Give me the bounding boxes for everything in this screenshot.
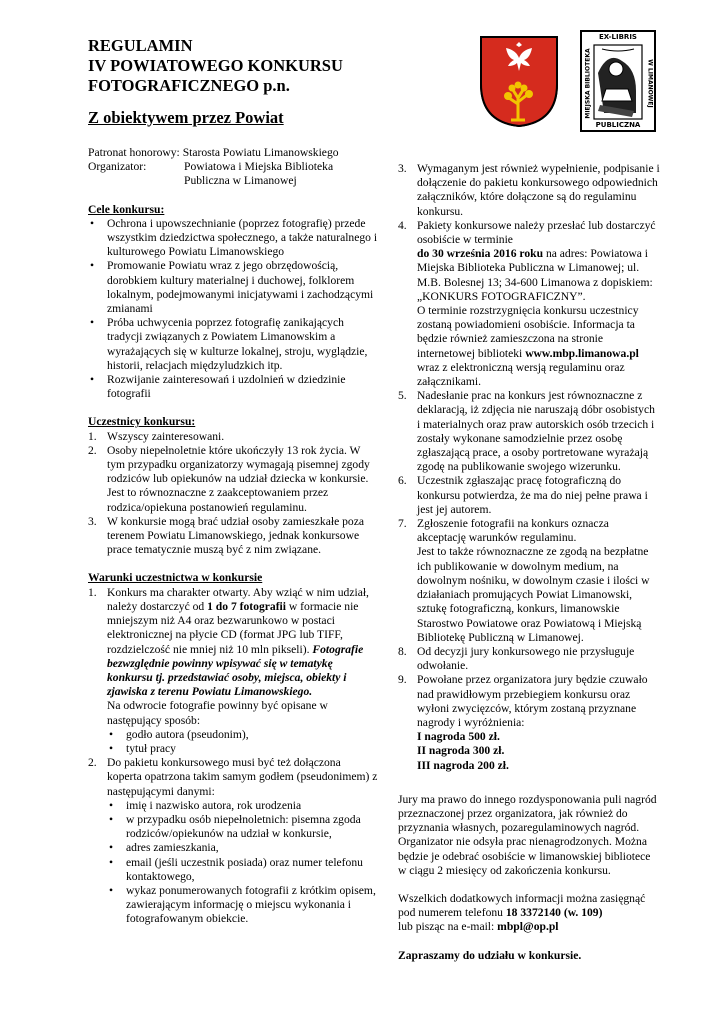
exlibris-top-text: EX-LIBRIS <box>599 33 637 41</box>
participant-item: 2. Osoby niepełnoletnie które ukończyły 13 rok życia. W tym przypadku organizatorzy wymagają pisemnej zgody rodziców lub opiekunów na udział dziecka w konkursie. Jest to równoznaczne z zaakceptowaniem przez rodzica/opiekuna postanowień regulaminu. <box>88 443 370 514</box>
envelope-data-item: • imię i nazwisko autora, rok urodzenia <box>107 799 378 813</box>
exlibris-right-text: W LIMANOWEJ <box>646 59 654 108</box>
coat-of-arms-icon <box>478 34 560 128</box>
rule-item: 3. Wymaganym jest również wypełnienie, podpisanie i dołączenie do pakietu konkursowego odpowiednich załączników, które dołączone są do regulaminu konkursu. <box>398 162 660 218</box>
invitation: Zapraszamy do udziału w konkursie. <box>398 948 582 962</box>
photo-description-list <box>107 728 378 756</box>
organizer-value-2: Publiczna w Limanowej <box>184 174 297 188</box>
goal-item: • Ochrona i upowszechnianie (poprzez fotografię) przede wszystkim dziedzictwa społecznego, a także naturalnego i kulturowego Powiatu Limanowskiego <box>88 217 378 260</box>
patron-label: Patronat honorowy: <box>88 146 180 159</box>
website-link[interactable]: www.mbp.limanowa.pl <box>525 346 639 360</box>
prize-item: II nagroda 300 zł. <box>417 744 505 758</box>
prize-item: III nagroda 200 zł. <box>417 758 509 772</box>
envelope-data-item: • email (jeśli uczestnik posiada) oraz numer telefonu kontaktowego, <box>107 856 378 884</box>
patron-value: Starosta Powiatu Limanowskiego <box>182 146 339 159</box>
photo-description-item: • godło autora (pseudonim), <box>107 728 378 742</box>
conditions-list <box>88 586 378 927</box>
rules-list <box>398 162 660 773</box>
document-subtitle: Z obiektywem przez Powiat <box>88 108 284 127</box>
ex-libris-stamp <box>580 30 656 132</box>
goal-item: • Rozwijanie zainteresowań i uzdolnień w dziedzinie fotografii <box>88 373 378 401</box>
photo-count: 1 do 7 fotografii <box>207 599 287 613</box>
participants-list <box>88 430 378 558</box>
email-link[interactable]: mbpl@op.pl <box>497 920 559 934</box>
organizer-value-1: Powiatowa i Miejska Biblioteka <box>184 160 334 174</box>
envelope-data-item: • wykaz ponumerowanych fotografii z krótkim opisem, zawierającym informację o miejscu wykonania i fotografowanym obiekcie. <box>107 884 378 927</box>
phone-number[interactable]: 18 3372140 (w. 109) <box>505 906 603 920</box>
rule-item: 8. Od decyzji jury konkursowego nie przysługuje odwołanie. <box>398 644 635 673</box>
organizer-label: Organizator: <box>88 160 147 174</box>
deadline: do 30 września 2016 roku <box>417 247 544 261</box>
left-column <box>88 146 378 927</box>
rule-item: 9. Powołane przez organizatora jury będzie czuwało nad prawidłowym przebiegiem konkursu oraz wyłoni zwycięzców, którym zostaną przyznane nagrody i wyróżnienia: I nagroda 500 zł. II nagroda 300 zł. III nagroda 200 zł. <box>398 673 660 772</box>
rule-item: 6. Uczestnik zgłaszając pracę fotograficzną do konkursu potwierdza, że ma do niej pełne prawa i jest jej autorem. <box>398 474 648 516</box>
title-line-1: REGULAMIN <box>88 36 193 55</box>
exlibris-left-text: MIEJSKA BIBLIOTEKA <box>584 48 592 119</box>
goals-heading: Cele konkursu: <box>88 202 165 216</box>
participants-heading: Uczestnicy konkursu: <box>88 415 196 429</box>
book-reader-icon <box>592 43 644 121</box>
envelope-data-item: • adres zamieszkania, <box>107 841 378 855</box>
participant-item: 1. Wszyscy zainteresowani. <box>88 429 225 443</box>
title-line-2: IV POWIATOWEGO KONKURSU <box>88 56 343 75</box>
jury-paragraph: Jury ma prawo do innego rozdysponowania puli nagród przeznaczonej przez organizatora, jak również do przyznania własnych, pozaregulaminowych nagród. Organizator nie odsyła prac nienagrodzonych. Można będzie je odebrać osobiście w limanowskiej bibliotece w ciągu 2 miesięcy od zakończenia konkursu. <box>398 792 657 877</box>
contact-paragraph: Wszelkich dodatkowych informacji można zasięgnąć pod numerem telefonu 18 3372140 (w. 109) lub pisząc na e-mail: mbpl@op.pl <box>398 891 646 934</box>
right-column <box>398 162 660 963</box>
envelope-data-list <box>107 799 378 927</box>
exlibris-bottom-text: PUBLICZNA <box>595 121 641 129</box>
document-title <box>88 36 343 96</box>
title-line-3: FOTOGRAFICZNEGO p.n. <box>88 76 290 95</box>
rule-item: 5. Nadesłanie prac na konkurs jest równoznaczne z deklaracją, iż zdjęcia nie naruszają dóbr osobistych i materialnych oraz praw autorskich osób trzecich i zostały wykonane samodzielnie przez osobę zgłaszającą prace, a osoby portretowane wyrażają zgodę na publikowanie swojego wizerunku. <box>398 389 655 474</box>
goal-item: • Próba uchwycenia poprzez fotografię zanikających tradycji związanych z Powiatem Limanowskim a wyrażających się w kulturze lokalnej, stroju, wyglądzie, historii, relacjach międzyludzkich itp. <box>88 316 378 373</box>
goals-list <box>88 217 378 402</box>
theme-requirement: Fotografie bezwzględnie powinny wpisywać się w tematykę konkursu tj. przedstawiać osoby, miejsca, obiekty i zjawiska z terenu Powiatu Limanowskiego. <box>107 642 364 699</box>
rule-item: 4. Pakiety konkursowe należy przesłać lub dostarczyć osobiście w terminie do 30 września 2016 roku na adres: Powiatowa i Miejska Biblioteka Publiczna w Limanowej; ul. M.B. Bolesnej 13; 34-600 Limanowa z dopiskiem: „KONKURS FOTOGRAFICZNY”. O terminie rozstrzygnięcia konkursu uczestnicy zostaną powiadomieni osobiście. Informacja ta będzie również zamieszczona na stronie internetowej biblioteki www.mbp.limanowa.pl wraz z elektroniczną wersją regulaminu oraz załącznikami. <box>398 218 656 389</box>
prizes-list <box>417 730 660 773</box>
condition-item: 1. Konkurs ma charakter otwarty. Aby wziąć w nim udział, należy dostarczyć od 1 do 7 fotografii w formacie nie mniejszym niż A4 oraz bezwarunkowo w postaci elektronicznej na płycie CD (format JPG lub TIFF, rozdzielczość nie mniej niż 10 mln pikseli). Fotografie bezwzględnie powinny wpisywać się w tematykę konkursu tj. przedstawiać osoby, miejsca, obiekty i zjawiska z terenu Powiatu Limanowskiego. Na odwrocie fotografie powinny być opisane w następujący sposób: • godło autora (pseudonim), • tytuł pracy <box>88 586 378 756</box>
condition-item: 2. Do pakietu konkursowego musi być też dołączona koperta opatrzona takim samym godłem (pseudonimem) z następującymi danymi: • imię i nazwisko autora, rok urodzenia • w przypadku osób niepełnoletnich: pisemna zgoda rodziców/opiekunów na udział w konkursie, • adres zamieszkania, • email (jeśli uczestnik posiada) oraz numer telefonu kontaktowego, • wykaz ponumerowanych fotografii z krótkim opisem, zawierającym informację o miejscu wykonania i fotografowanym obiekcie. <box>88 756 378 926</box>
envelope-data-item: • w przypadku osób niepełnoletnich: pisemna zgoda rodziców/opiekunów na udział w konkursie, <box>107 813 378 841</box>
prize-item: I nagroda 500 zł. <box>417 730 500 744</box>
photo-description-item: • tytuł pracy <box>107 742 378 756</box>
conditions-heading: Warunki uczestnictwa w konkursie <box>88 571 263 585</box>
participant-item: 3. W konkursie mogą brać udział osoby zamieszkałe poza terenem Powiatu Limanowskiego, jednak konkursowe prace tematycznie muszą być z nim związane. <box>88 514 365 557</box>
patron-section <box>88 146 378 189</box>
goal-item: • Promowanie Powiatu wraz z jego obrzędowością, dorobkiem kultury materialnej i duchowej, folklorem lokalnym, podejmowanymi inicjatywami i zachodzącymi zmianami <box>88 259 378 316</box>
rule-item: 7. Zgłoszenie fotografii na konkurs oznacza akceptację warunków regulaminu. Jest to także równoznaczne ze zgodą na bezpłatne ich publikowanie w dowolnym medium, na dowolnym nośniku, w dowolnym czasie i ilości w działaniach promujących Powiat Limanowski, sztukę fotograficzną, konkurs, limanowskie Starostwo Powiatowe oraz Powiatową i Miejską Bibliotekę Publiczną w Limanowej. <box>398 517 650 644</box>
